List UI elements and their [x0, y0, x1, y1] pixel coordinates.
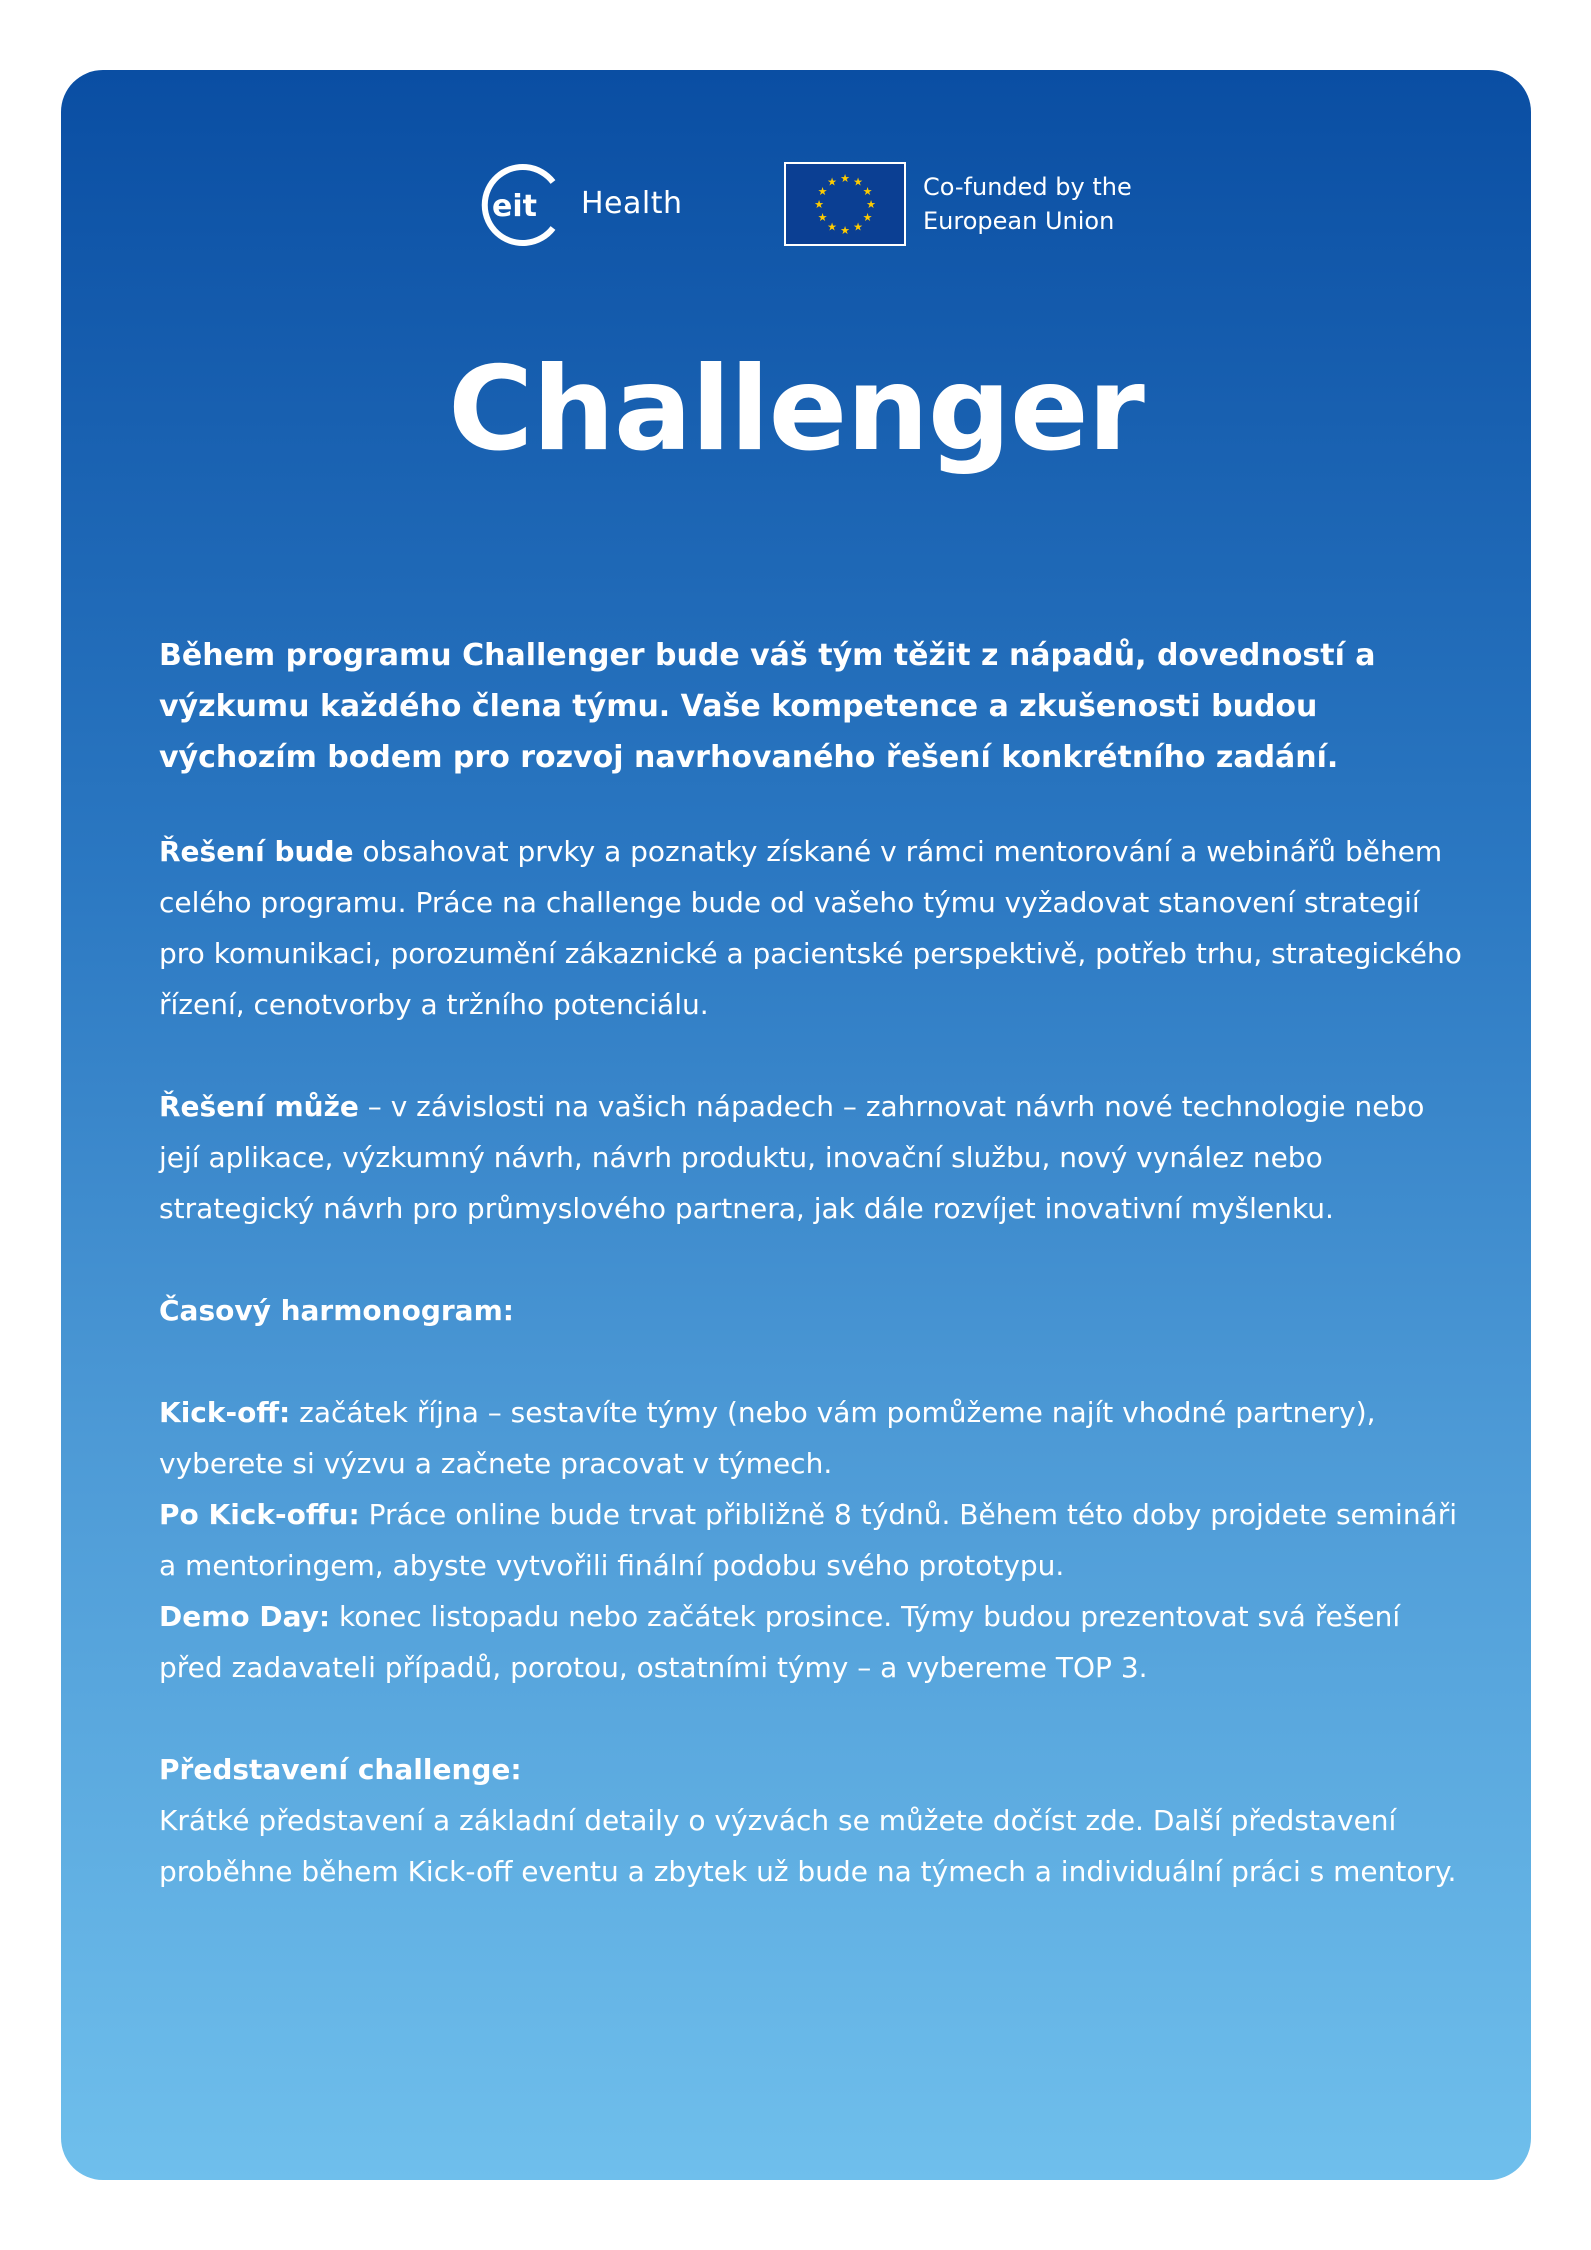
logo-bar	[61, 160, 1531, 250]
eu-funding-line-1: Co-funded by the	[923, 173, 1132, 201]
eu-flag-icon	[784, 162, 906, 246]
eu-star-icon: ★	[853, 220, 863, 234]
eu-star-icon: ★	[853, 175, 863, 189]
eit-health-word: Health	[581, 186, 683, 221]
timeline-item-text: konec listopadu nebo začátek prosince. Týmy budou prezentovat svá řešení před zadavateli případů, porotou, ostatními týmy – a vybereme TOP 3.	[159, 1600, 1401, 1684]
timeline-item-text: začátek října – sestavíte týmy (nebo vám pomůžeme najít vhodné partnery), vyberete si výzvu a začnete pracovat v týmech.	[159, 1396, 1376, 1480]
solution-can-lead: Řešení může	[159, 1090, 359, 1123]
eit-mark-text: eit	[492, 189, 537, 224]
eit-ring-icon	[475, 160, 575, 250]
eu-star-icon: ★	[817, 185, 828, 198]
intro-paragraph: Během programu Challenger bude váš tým těžit z nápadů, dovedností a výzkumu každého člena týmu. Vaše kompetence a zkušenosti budou výchozím bodem pro rozvoj navrhovaného řešení konkrétního zadání.	[159, 638, 1376, 775]
solution-can-text: – v závislosti na vašich nápadech – zahrnovat návrh nové technologie nebo její aplikace, výzkumný návrh, návrh produktu, inovační službu, nový vynález nebo strategický návrh pro průmyslového partnera, jak dále rozvíjet inovativní myšlenku.	[159, 1090, 1425, 1225]
eu-star-icon: ★	[866, 198, 876, 211]
timeline-item	[159, 1591, 1469, 1693]
timeline-item-text: Práce online bude trvat přibližně 8 týdnů. Během této doby projdete semináři a mentoringem, abyste vytvořili finální podobu svého prototypu.	[159, 1498, 1458, 1582]
poster-card	[61, 70, 1531, 2180]
eu-star-icon: ★	[840, 224, 850, 237]
eu-star-icon: ★	[827, 175, 837, 189]
timeline-item	[159, 1387, 1469, 1489]
timeline-item-lead: Kick-off:	[159, 1396, 291, 1429]
timeline-item-lead: Po Kick-offu:	[159, 1498, 360, 1531]
eu-funding-line-2: European Union	[923, 207, 1115, 235]
eit-health-logo	[475, 160, 705, 250]
eu-funding-text	[923, 170, 1183, 238]
eu-star-icon: ★	[817, 211, 828, 224]
timeline-item-lead: Demo Day:	[159, 1600, 331, 1633]
eu-star-icon: ★	[840, 172, 850, 185]
presentation-heading: Představení challenge:	[159, 1753, 522, 1786]
eu-stars-icon	[786, 164, 904, 244]
eu-star-icon: ★	[862, 185, 873, 198]
solution-text: obsahovat prvky a poznatky získané v rámci mentorování a webinářů během celého programu. Práce na challenge bude od vašeho týmu vyžadovat stanovení strategií pro komunikaci, porozumění zákaznické a pacientské perspektivě, potřeb trhu, strategického řízení, cenotvorby a tržního potenciálu.	[159, 835, 1462, 1021]
solution-paragraph	[159, 826, 1469, 1030]
content	[159, 630, 1469, 1948]
solution-lead: Řešení bude	[159, 835, 354, 868]
eu-star-icon: ★	[862, 211, 873, 224]
timeline-item	[159, 1489, 1469, 1591]
page-title: Challenger	[448, 342, 1144, 477]
eu-star-icon: ★	[814, 198, 824, 211]
presentation-paragraph: Krátké představení a základní detaily o výzvách se můžete dočíst zde. Další představení proběhne během Kick-off eventu a zbytek už bude na týmech a individuální práci s mentory.	[159, 1804, 1457, 1888]
eu-star-icon: ★	[827, 220, 837, 234]
timeline-heading: Časový harmonogram:	[159, 1294, 514, 1327]
solution-can-paragraph	[159, 1081, 1469, 1234]
